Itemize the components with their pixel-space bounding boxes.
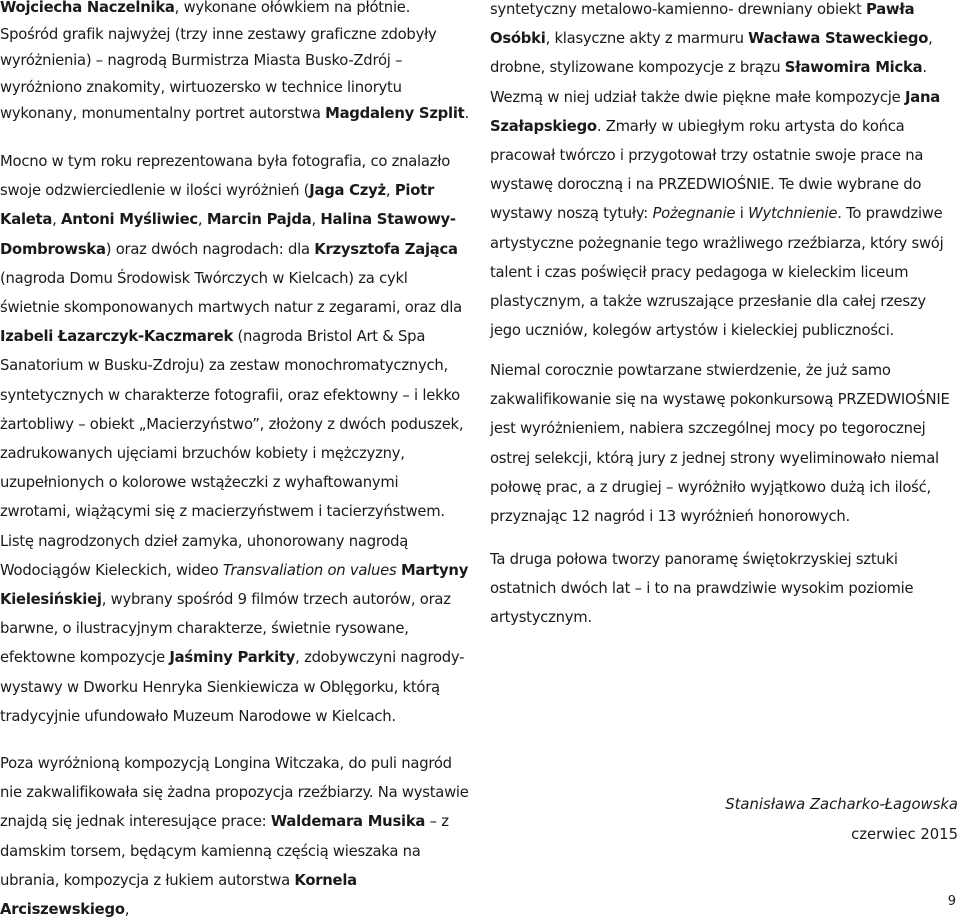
text-run: . Zmarły w ubiegłym roku artysta do końca pracował twórczo i przygotował trzy ostatnie swoje prace na wystawę doroczną i na PRZEDWIOŚNIE. Te dwie wybrane do wystawy noszą tytuły: <box>490 117 924 223</box>
bold-name: Jana Szałapskiego <box>490 88 940 135</box>
text-run: syntetyczny metalowo-kamienno- drewniany obiekt <box>490 1 866 18</box>
bold-name: Wacława Staweckiego <box>748 30 929 48</box>
paragraph-sculpture <box>0 749 470 924</box>
text-run: (nagroda Bristol Art & Spa Sanatorium w Busku-Zdroju) za zestaw monochromatycznych, syntetycznych w charakterze fotografii, oraz efektowny – i lekko żartobliwy – obiekt „Macierzyństwo”, złożony z dwóch poduszek, zadrukowanych ujęciami brzuchów kobiety i mężczyzny, uzupełnionych o kolorowe wstążeczki z wyhaftowanymi zwrotami, wiążącymi się z macierzyństwem i tacierzyństwem. Listę nagrodzonych dzieł zamyka, uhonorowany nagrodą Wodociągów Kieleckich, wideo <box>0 328 464 579</box>
bold-name: Marcin Pajda <box>206 211 312 229</box>
signature-author: Stanisława Zacharko-Łagowska <box>725 796 958 813</box>
signature-date: czerwiec 2015 <box>851 826 958 843</box>
text-run: Ta druga połowa tworzy panoramę świętokrzyskiej sztuki ostatnich dwóch lat – i to na prawdziwie wysokim poziomie artystycznym. <box>490 551 914 627</box>
bold-name: Antoni Myśliwiec <box>61 211 198 229</box>
text-run: . To prawdziwe artystyczne pożegnanie tego wrażliwego rzeźbiarza, który swój talent i czas poświęcił pracy pedagoga w kieleckim liceum plastycznym, a także wzruszające przesłanie dla całej rzeszy jego uczniów, kolegów artystów i kieleckiej publiczności. <box>490 205 944 340</box>
text-run: , <box>197 211 207 229</box>
text-run: Niemal corocznie powtarzane stwierdzenie, że już samo zakwalifikowanie się na wystawę pokonkursową PRZEDWIOŚNIE jest wyróżnieniem, nabiera szczególnej mocy po tegorocznej ostrej selekcji, którą jury z jednej strony wyeliminowało niemal połowę prac, a z drugiej – wyróżniło wyjątkowo dużą ich ilość, przyznając 12 nagród i 13 wyróżnień honorowych. <box>490 362 950 526</box>
bold-name: Kornela Arciszewskiego <box>0 871 357 919</box>
text-run: ) oraz dwóch nagrodach: dla <box>105 240 315 258</box>
text-run: . Wezmą w niej udział także dwie piękne małe kompozycje <box>490 59 927 106</box>
text-run: , <box>124 901 130 919</box>
bold-name: Magdaleny Szplit <box>325 105 465 123</box>
text-run: , <box>311 211 321 229</box>
text-run: , klasyczne akty z marmuru <box>545 30 749 48</box>
text-run: , wykonane ołówkiem na płótnie. Spośród grafik najwyżej (trzy inne zestawy graficzne zdobyły wyróżnienia) – nagrodą Burmistrza Miasta Busko-Zdrój – wyróżniono znakomity, wirtuozersko w technice linorytu wykonany, monumentalny portret autorstwa <box>0 0 437 123</box>
text-run: , zdobywczyni nagrody-wystawy w Dworku Henryka Sienkiewicza w Oblęgorku, którą tradycyjnie ufundowało Muzeum Narodowe w Kielcach. <box>0 649 465 725</box>
text-run: (nagroda Domu Środowisk Twórczych w Kielcach) za cykl świetnie skomponowanych martwych natur z zegarami, oraz dla <box>0 269 462 317</box>
bold-name: Jaga Czyż <box>309 182 386 200</box>
signature <box>725 790 958 850</box>
paragraph-sculptors-works <box>490 0 960 345</box>
paragraph-qualification <box>490 356 960 531</box>
text-run: , wybrany spośród 9 filmów trzech autorów, oraz barwne, o ilustracyjnym charakterze, świetnie rysowane, efektowne kompozycje <box>0 591 451 667</box>
bold-name: Pawła Osóbki <box>490 1 915 48</box>
bold-name: Sławomira Micka <box>784 59 923 77</box>
page-number: 9 <box>947 894 956 909</box>
italic-title: Transvaliation on values <box>222 561 397 579</box>
bold-name: Izabeli Łazarczyk-Kaczmarek <box>0 328 234 346</box>
italic-title: Pożegnanie <box>652 205 736 223</box>
bold-name: Martyny Kielesińskiej <box>0 561 469 609</box>
text-run: , <box>385 182 395 200</box>
bold-name: Waldemara Musika <box>270 813 426 831</box>
text-run: i <box>735 205 749 223</box>
text-run: , drobne, stylizowane kompozycje z brązu <box>490 30 933 77</box>
bold-name: Jaśminy Parkity <box>169 649 296 667</box>
bold-name: Halina Stawowy-Dombrowska <box>0 211 456 258</box>
paragraph-panorama <box>490 545 960 633</box>
text-run: Poza wyróżnioną kompozycją Longina Witczaka, do puli nagród nie zakwalifikowała się żadna propozycja rzeźbiarzy. Na wystawie znajdą się jednak interesujące prace: <box>0 755 469 831</box>
bold-name: Krzysztofa Zająca <box>314 240 458 258</box>
italic-title: Wytchnienie <box>748 205 838 223</box>
text-run: – z damskim torsem, będącym kamienną częścią wieszaka na ubrania, kompozycja z łukiem autorstwa <box>0 813 449 889</box>
text-run: . <box>464 105 469 123</box>
paragraph-photography <box>0 147 470 731</box>
text-run: , <box>52 211 62 229</box>
bold-name: Piotr Kaleta <box>0 182 435 229</box>
text-run: Mocno w tym roku reprezentowana była fotografia, co znalazło swoje odzwierciedlenie w ilości wyróżnień ( <box>0 153 451 200</box>
paragraph-graphics <box>0 0 470 128</box>
bold-name: Wojciecha Naczelnika <box>0 0 175 16</box>
